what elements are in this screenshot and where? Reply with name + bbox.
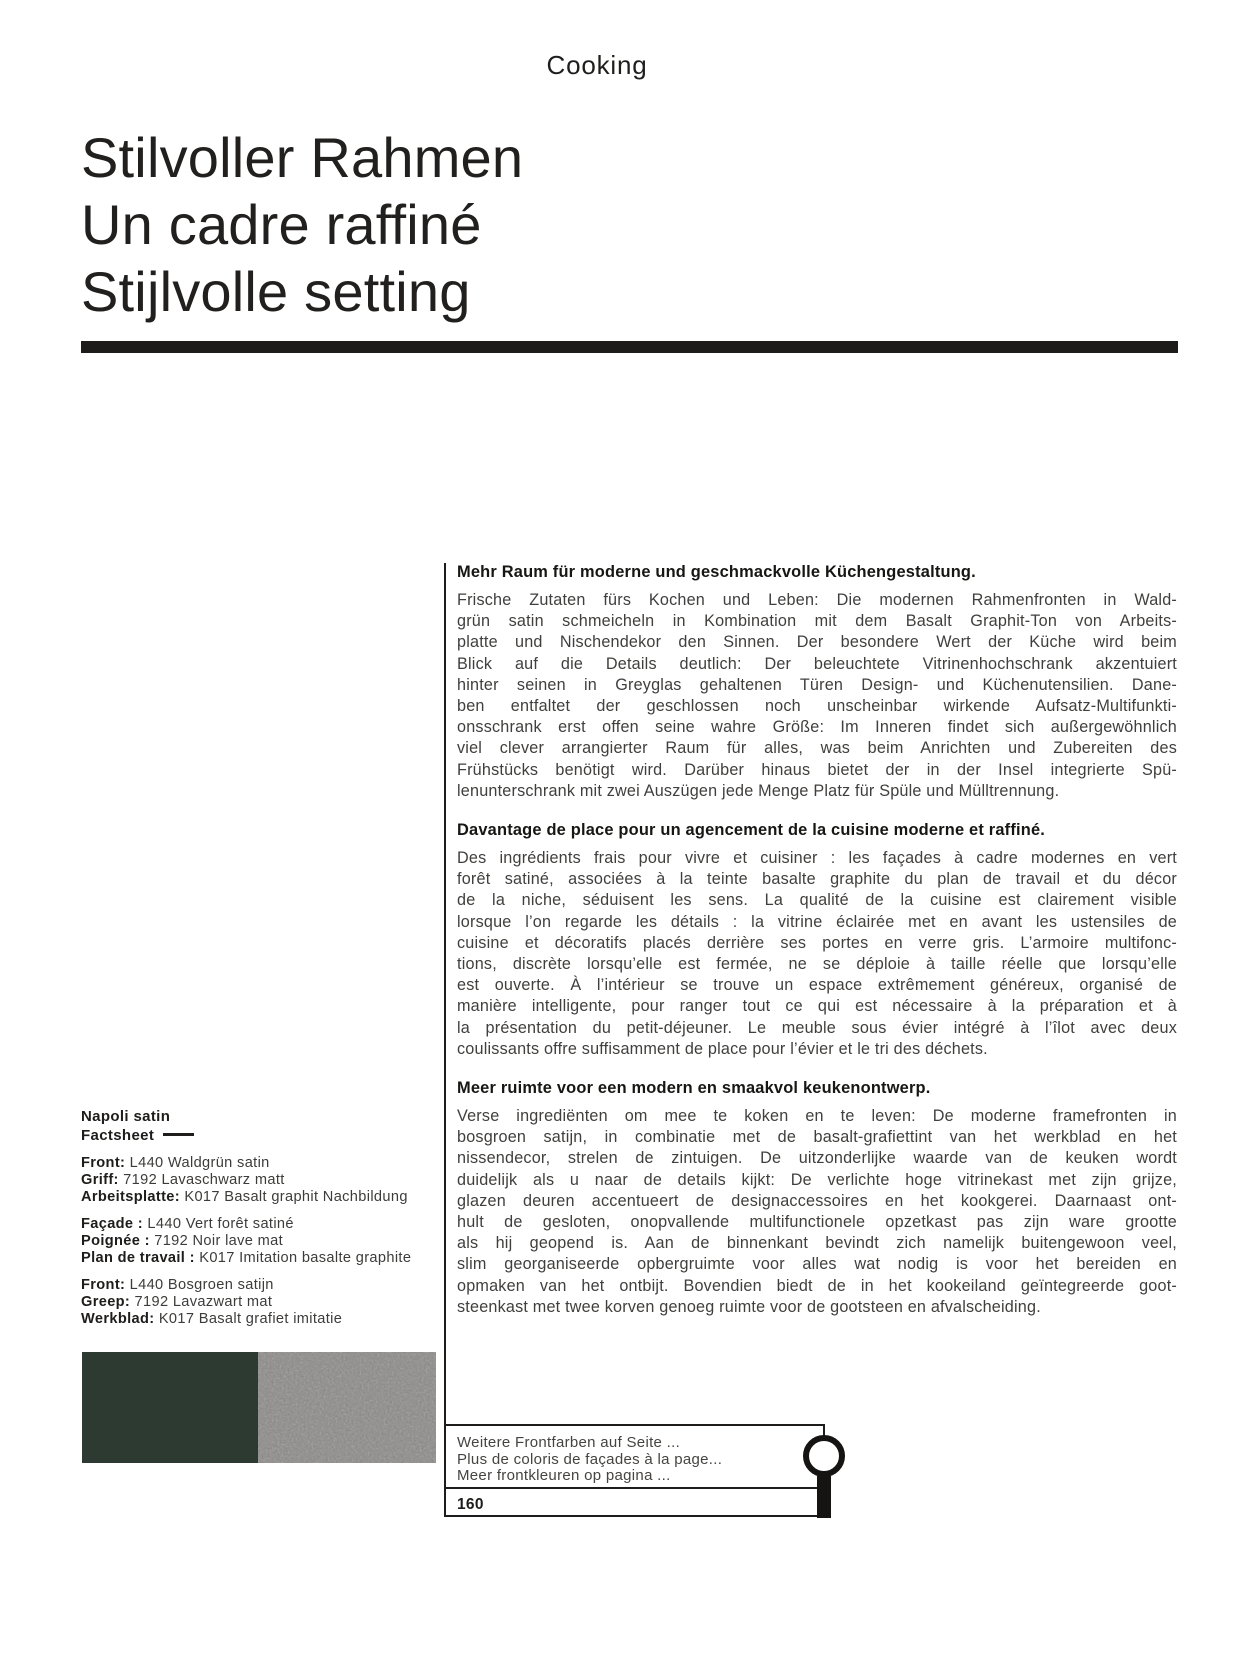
section-french <box>457 820 1177 1060</box>
factsheet-group-fr <box>81 1216 426 1267</box>
factsheet-group-nl <box>81 1277 426 1328</box>
material-swatches <box>82 1352 436 1463</box>
page-title-line: Stijlvolle setting <box>81 260 471 323</box>
swatch-worktop-stone <box>258 1352 436 1463</box>
section-paragraph-fr: Des ingrédients frais pour vivre et cuisiner : les façades à cadre modernes en vert forêt satiné, associées à la teinte basalte graphite du plan de travail et du décor de la niche, séduisent les sens. La qualité de la cuisine est clairement visible lorsque l’on regarde les détails : la vitrine éclairée met en avant les ustensiles de cuisine et décoratifs placés derrière ses portes en verre gris. L’armoire multifonc- tions, discrète lorsqu’elle est fermée, ne se déploie à taille réelle que lorsqu’elle est ouverte. À l’intérieur se trouve un espace extrêmement généreux, organisé de manière intelligente, pour ranger tout ce qui est nécessaire à la préparation et à la présentation du petit-déjeuner. Le meuble sous évier intégré à l’îlot avec deux coulissants offre suffisamment de place pour l’évier et le tri des déchets. <box>457 849 1177 1058</box>
spec-row: Griff: 7192 Lavaschwarz matt <box>81 1172 285 1188</box>
body-text-column <box>457 562 1177 1336</box>
spec-row: Plan de travail : K017 Imitation basalte graphite <box>81 1250 412 1266</box>
page-number: 160 <box>457 1496 484 1513</box>
section-heading-fr: Davantage de place pour un agencement de la cuisine moderne et raffiné. <box>457 821 1046 840</box>
section-paragraph-de: Frische Zutaten fürs Kochen und Leben: Die modernen Rahmenfronten in Wald- grün satin schmeicheln in Kombination mit dem Basalt Graphit-Ton von Arbeits- platte und Nischendekor den Sinnen. Der besondere Wert der Küche wird beim Blick auf die Details deutlich: Der beleuchtete Vitrinenhochschrank akzentuiert hinter seinen in Greyglas gehaltenen Türen Design- und Küchenutensilien. Dane- ben entfaltet der geschlossen noch unscheinbar wirkende Aufsatz-Multifunkti- onsschrank erst offen seine wahre Größe: Im Inneren findet sich außergewöhnlich viel clever arrangierter Raum für alles, was beim Anrichten und Zubereiten des Frühstücks benötigt wird. Darüber hinaus bietet der in der Insel integrierte Spü- lenunterschrank mit zwei Auszügen jede Menge Platz für Spüle und Mülltrennung. <box>457 591 1177 800</box>
spec-row: Arbeitsplatte: K017 Basalt graphit Nachbildung <box>81 1189 408 1205</box>
spec-row: Werkblad: K017 Basalt grafiet imitatie <box>81 1311 343 1327</box>
magnifier-icon <box>803 1435 845 1477</box>
factsheet-group-de <box>81 1155 426 1206</box>
spec-row: Front: L440 Bosgroen satijn <box>81 1277 274 1293</box>
section-heading-nl: Meer ruimte voor een modern en smaakvol keukenontwerp. <box>457 1079 931 1098</box>
title-rule <box>81 341 1178 353</box>
cross-reference-box <box>444 1424 825 1517</box>
swatch-front-green <box>82 1352 258 1463</box>
section-german <box>457 562 1177 802</box>
page-title-line: Un cadre raffiné <box>81 193 482 256</box>
factsheet-product: Napoli satin <box>81 1108 171 1125</box>
spec-row: Greep: 7192 Lavazwart mat <box>81 1294 273 1310</box>
page-title <box>81 124 523 325</box>
text-column-rule <box>444 563 446 1424</box>
factsheet <box>81 1108 426 1328</box>
page-title-line: Stilvoller Rahmen <box>81 126 524 189</box>
spec-row: Façade : L440 Vert forêt satiné <box>81 1216 294 1232</box>
spec-row: Poignée : 7192 Noir lave mat <box>81 1233 284 1249</box>
cross-reference-line-fr: Plus de coloris de façades à la page... <box>457 1450 723 1468</box>
section-dutch <box>457 1078 1177 1318</box>
factsheet-label: Factsheet <box>81 1126 155 1144</box>
factsheet-label-row <box>81 1127 426 1146</box>
spec-row: Front: L440 Waldgrün satin <box>81 1155 270 1171</box>
section-paragraph-nl: Verse ingrediënten om mee te koken en te leven: De moderne framefronten in bosgroen satijn, in combinatie met de basalt-grafiettint van het werkblad en het nissendecor, strelen de zintuigen. De uitzonderlijke waarde van de keuken wordt duidelijk als u naar de details kijkt: De verlichte hoge vitrinekast met zijn grijze, glazen deuren accentueert de designaccessoires en het kookgerei. Daarnaast ont- hult de gesloten, onopvallende multifunctionele opzetkast pas zijn ware grootte als hij geopend is. Aan de binnenkant bevindt zich namelijk buitengewoon veel, slim georganiseerde opbergruimte voor alles wat nodig is voor het bereiden en opmaken van het ontbijt. Bovendien biedt de in het kookeiland geïntegreerde goot- steenkast met twee korven genoeg ruimte voor de gootsteen en afvalscheiding. <box>457 1107 1177 1316</box>
factsheet-dash <box>163 1133 194 1136</box>
cross-reference-line-de: Weitere Frontfarben auf Seite ... <box>457 1434 681 1451</box>
section-heading-de: Mehr Raum für moderne und geschmackvolle Küchengestaltung. <box>457 563 976 581</box>
cross-reference-line-nl: Meer frontkleuren op pagina ... <box>457 1467 671 1484</box>
magnifier-icon-handle <box>817 1476 831 1518</box>
stone-texture <box>258 1352 436 1463</box>
cross-reference-text <box>446 1426 823 1489</box>
kicker: Cooking <box>546 50 648 80</box>
